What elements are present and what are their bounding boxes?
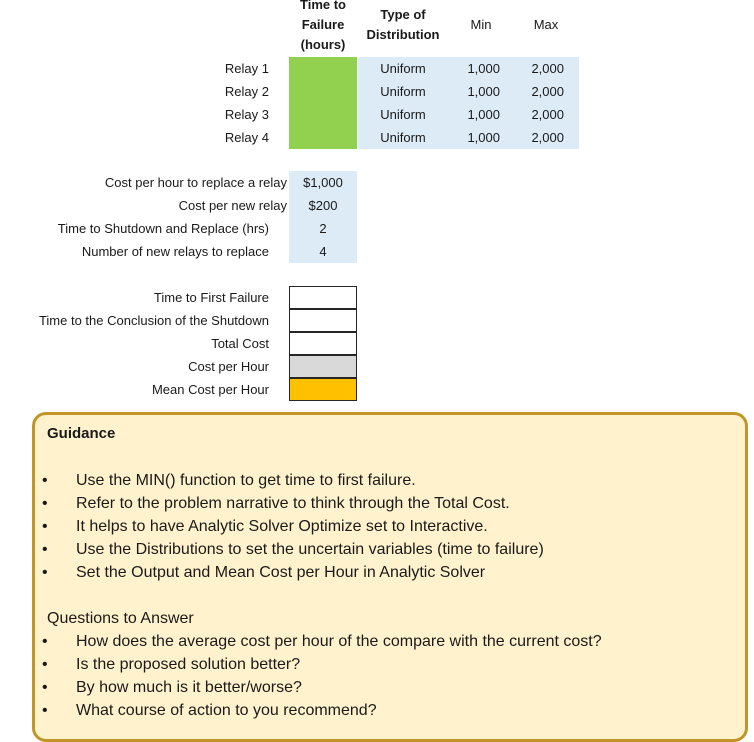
- question-item: • How does the average cost per hour of the compare with the current cost?: [35, 630, 602, 653]
- output-shutdown-conclusion-label: Time to the Conclusion of the Shutdown: [38, 313, 269, 328]
- relay-1-type[interactable]: Uniform: [380, 61, 426, 76]
- output-shutdown-conclusion-cell[interactable]: [289, 309, 357, 332]
- output-cost-per-hour-label: Cost per Hour: [188, 359, 269, 374]
- param-cost-per-hour-value[interactable]: $1,000: [303, 175, 343, 190]
- param-cost-per-hour-label: Cost per hour to replace a relay: [104, 175, 287, 190]
- output-cost-per-hour-cell[interactable]: [289, 355, 357, 378]
- relay-2-max[interactable]: 2,000: [531, 84, 564, 99]
- questions-title: Questions to Answer: [47, 610, 194, 627]
- param-cost-per-relay-label: Cost per new relay: [178, 198, 287, 213]
- guidance-bullets: [35, 469, 544, 584]
- relay-4-type[interactable]: Uniform: [380, 130, 426, 145]
- guidance-bullet: • Use the Distributions to set the uncertain variables (time to failure): [35, 538, 544, 561]
- header-time-to-failure-line3: (hours): [300, 37, 346, 52]
- questions-list: [35, 630, 602, 722]
- output-first-failure-label: Time to First Failure: [153, 290, 269, 305]
- param-relays-to-replace-label: Number of new relays to replace: [81, 244, 269, 259]
- output-total-cost-label: Total Cost: [211, 336, 269, 351]
- relay-3-min[interactable]: 1,000: [467, 107, 500, 122]
- relay-1-max[interactable]: 2,000: [531, 61, 564, 76]
- header-distribution-line1: Type of: [380, 7, 426, 22]
- relay-1-label: Relay 1: [224, 61, 269, 76]
- header-time-to-failure-line2: Failure: [301, 17, 345, 32]
- header-time-to-failure: [289, 0, 357, 55]
- relay-3-max[interactable]: 2,000: [531, 107, 564, 122]
- guidance-bullet: • Use the MIN() function to get time to first failure.: [35, 469, 544, 492]
- output-total-cost-cell[interactable]: [289, 332, 357, 355]
- relay-4-label: Relay 4: [224, 130, 269, 145]
- param-shutdown-time-label: Time to Shutdown and Replace (hrs): [57, 221, 269, 236]
- question-item: • By how much is it better/worse?: [35, 676, 602, 699]
- relay-3-label: Relay 3: [224, 107, 269, 122]
- relay-3-type[interactable]: Uniform: [380, 107, 426, 122]
- relay-2-type[interactable]: Uniform: [380, 84, 426, 99]
- output-mean-cost-cell[interactable]: [289, 378, 357, 401]
- output-first-failure-cell[interactable]: [289, 286, 357, 309]
- guidance-bullet: • Refer to the problem narrative to think through the Total Cost.: [35, 492, 544, 515]
- output-mean-cost-label: Mean Cost per Hour: [151, 382, 269, 397]
- relay-4-min[interactable]: 1,000: [467, 130, 500, 145]
- guidance-bullet: • Set the Output and Mean Cost per Hour in Analytic Solver: [35, 561, 544, 584]
- failure-time-cells[interactable]: [289, 57, 357, 149]
- relay-2-min[interactable]: 1,000: [467, 84, 500, 99]
- parameters-section: [0, 171, 754, 263]
- param-relays-to-replace-value[interactable]: 4: [319, 244, 327, 259]
- relay-1-min[interactable]: 1,000: [467, 61, 500, 76]
- header-max: Max: [533, 17, 559, 32]
- relay-2-label: Relay 2: [224, 84, 269, 99]
- header-time-to-failure-line1: Time to: [300, 0, 346, 12]
- outputs-section: [0, 286, 754, 401]
- guidance-bullet: • It helps to have Analytic Solver Optimize set to Interactive.: [35, 515, 544, 538]
- relay-4-max[interactable]: 2,000: [531, 130, 564, 145]
- guidance-box: [32, 412, 748, 742]
- relay-table: [0, 57, 754, 149]
- guidance-title: Guidance: [47, 425, 116, 442]
- header-min: Min: [470, 17, 492, 32]
- question-item: • What course of action to you recommend?: [35, 699, 602, 722]
- header-distribution-type: [358, 5, 448, 45]
- question-item: • Is the proposed solution better?: [35, 653, 602, 676]
- header-distribution-line2: Distribution: [366, 27, 440, 42]
- param-cost-per-relay-value[interactable]: $200: [308, 198, 338, 213]
- param-shutdown-time-value[interactable]: 2: [319, 221, 327, 236]
